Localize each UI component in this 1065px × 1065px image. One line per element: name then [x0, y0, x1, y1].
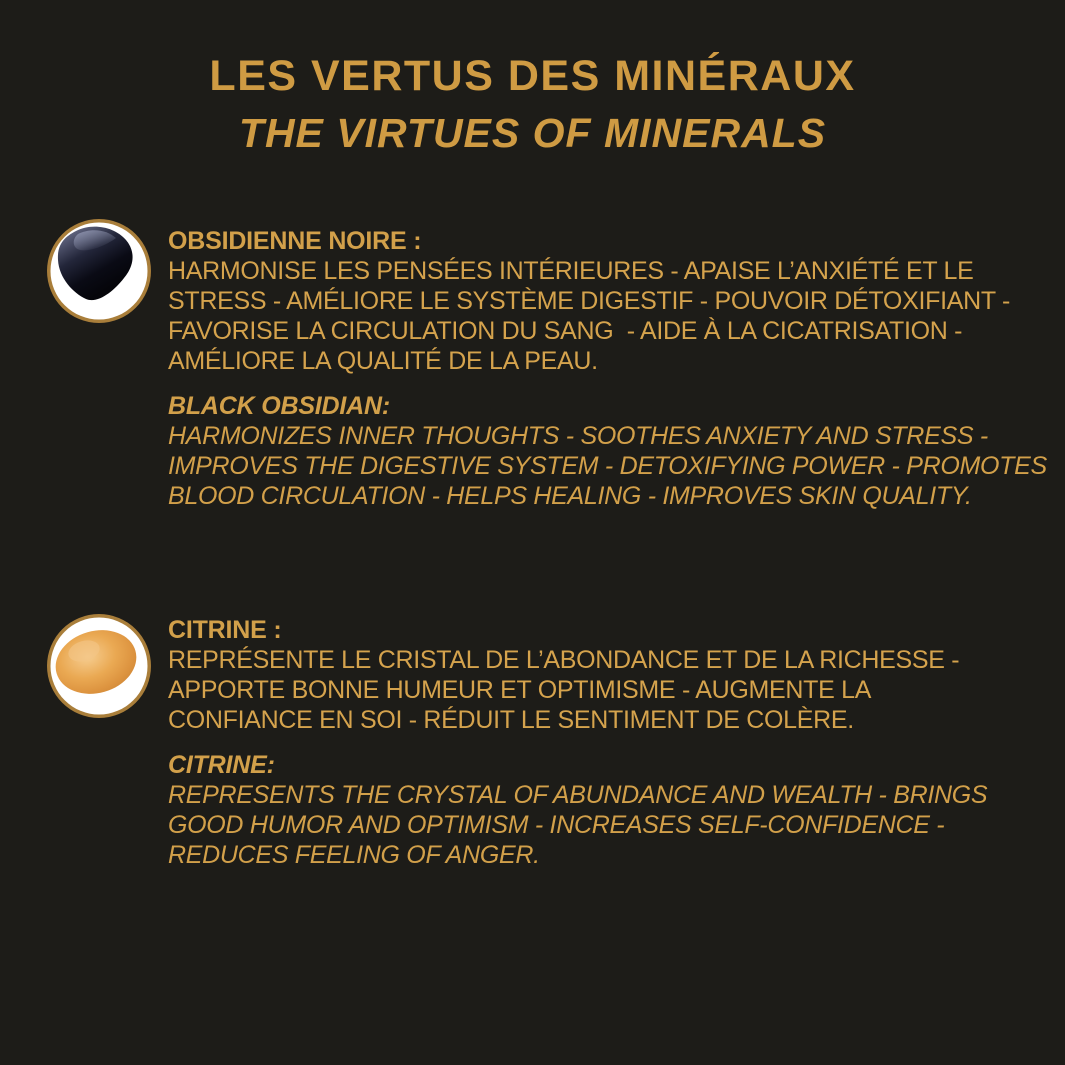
page-title-fr: LES VERTUS DES MINÉRAUX	[209, 52, 856, 100]
citrine-en-line: REDUCES FEELING OF ANGER.	[168, 841, 540, 869]
citrine-fr-line: CONFIANCE EN SOI - RÉDUIT LE SENTIMENT DE COLÈRE.	[168, 706, 854, 734]
obsidian-en-paragraph	[168, 421, 1047, 511]
obsidian-fr-paragraph	[168, 256, 1047, 376]
poster-header	[0, 0, 1065, 158]
black-obsidian-stone-image	[46, 218, 152, 324]
obsidian-fr-line: STRESS - AMÉLIORE LE SYSTÈME DIGESTIF - POUVOIR DÉTOXIFIANT -	[168, 287, 1011, 315]
citrine-en-paragraph	[168, 780, 987, 870]
citrine-text	[168, 615, 987, 870]
citrine-fr-line: REPRÉSENTE LE CRISTAL DE L’ABONDANCE ET DE LA RICHESSE -	[168, 646, 960, 674]
page-title-en: THE VIRTUES OF MINERALS	[238, 110, 827, 156]
heading-citrine-fr: CITRINE :	[168, 616, 282, 644]
section-black-obsidian	[46, 218, 1065, 511]
obsidian-fr-line: AMÉLIORE LA QUALITÉ DE LA PEAU.	[168, 347, 598, 375]
obsidian-fr-line: HARMONISE LES PENSÉES INTÉRIEURES - APAISE L’ANXIÉTÉ ET LE	[168, 257, 974, 285]
heading-citrine-en: CITRINE:	[168, 751, 275, 779]
citrine-stone-image	[46, 613, 152, 719]
black-obsidian-stone-icon	[46, 218, 152, 324]
obsidian-en-line: IMPROVES THE DIGESTIVE SYSTEM - DETOXIFYING POWER - PROMOTES	[168, 452, 1047, 480]
citrine-en-line: REPRESENTS THE CRYSTAL OF ABUNDANCE AND WEALTH - BRINGS	[168, 781, 988, 809]
obsidian-fr-line: FAVORISE LA CIRCULATION DU SANG - AIDE À LA CICATRISATION -	[168, 317, 963, 345]
citrine-fr-paragraph	[168, 645, 987, 735]
heading-obsidienne-noire: OBSIDIENNE NOIRE :	[168, 227, 422, 255]
obsidian-en-line: HARMONIZES INNER THOUGHTS - SOOTHES ANXIETY AND STRESS -	[168, 422, 988, 450]
citrine-fr-line: APPORTE BONNE HUMEUR ET OPTIMISME - AUGMENTE LA	[168, 676, 872, 704]
citrine-stone-icon	[46, 613, 152, 719]
section-citrine	[46, 607, 1065, 870]
citrine-en-line: GOOD HUMOR AND OPTIMISM - INCREASES SELF-CONFIDENCE -	[168, 811, 945, 839]
heading-black-obsidian: BLACK OBSIDIAN:	[168, 392, 390, 420]
obsidian-en-line: BLOOD CIRCULATION - HELPS HEALING - IMPROVES SKIN QUALITY.	[168, 482, 972, 510]
black-obsidian-text	[168, 226, 1047, 511]
